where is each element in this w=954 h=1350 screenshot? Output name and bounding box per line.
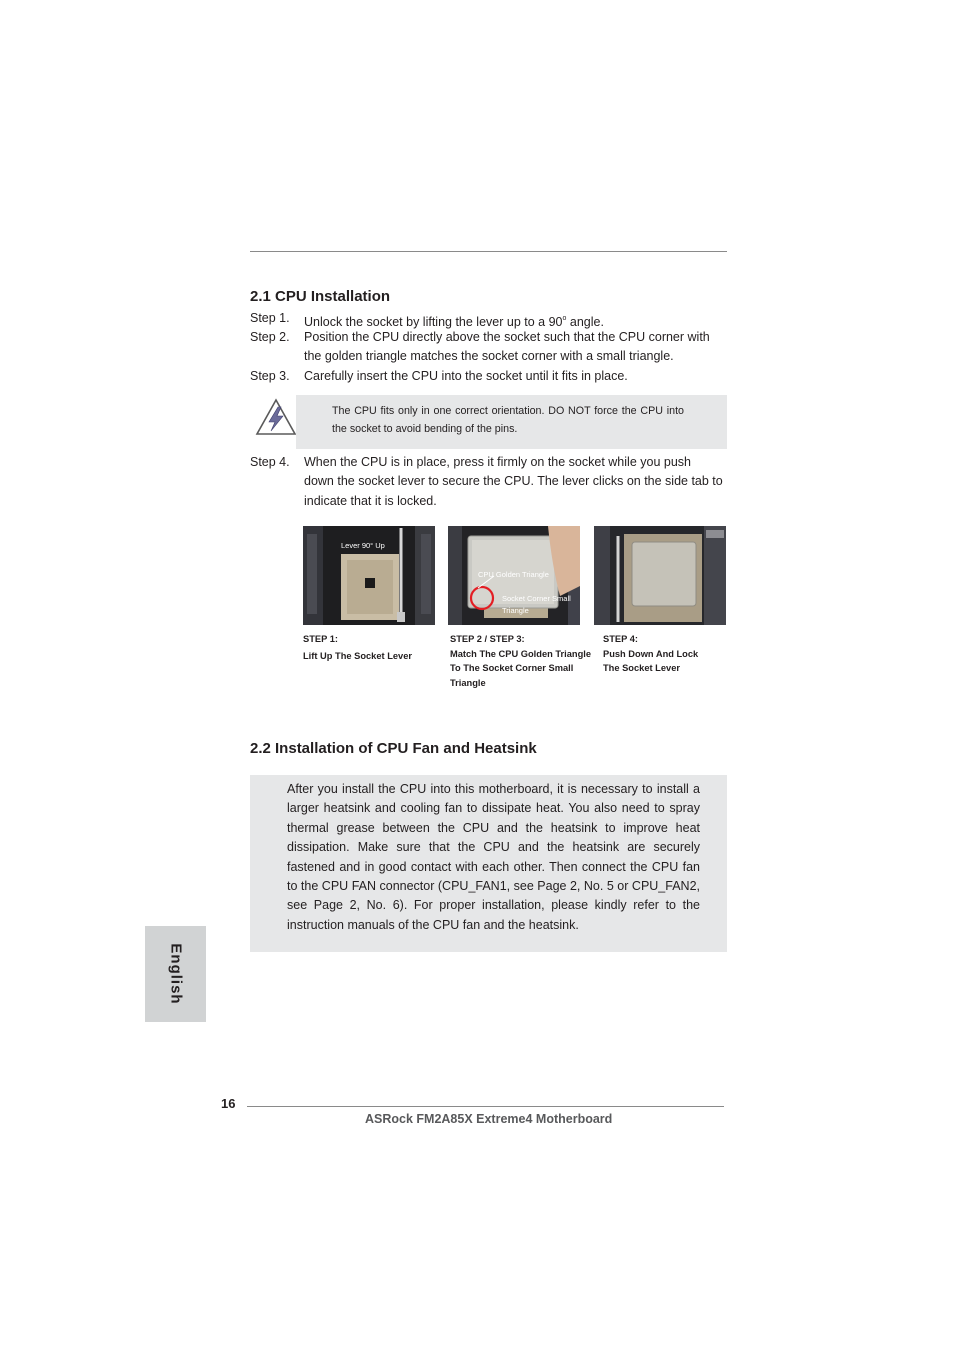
photo-socket-lever-up	[303, 526, 435, 625]
step-text: Carefully insert the CPU into the socket until it fits in place.	[304, 369, 628, 383]
photo-cpu-alignment	[448, 526, 580, 625]
step-label: Step 3.	[250, 369, 290, 383]
step-text: Unlock the socket by lifting the lever up to a 90$^o$ angle.	[304, 315, 604, 329]
caution-note-text: The CPU fits only in one correct orientation. DO NOT force the CPU into the socket to avoid bending of the pins.	[332, 405, 684, 435]
header-rule	[250, 251, 727, 252]
footer-rule	[247, 1106, 724, 1107]
step-text: Position the CPU directly above the socket such that the CPU corner with the golden triangle matches the socket corner with a small triangle.	[304, 330, 710, 364]
warning-lightning-icon	[255, 397, 297, 437]
section-title-fan-heatsink: 2.2 Installation of CPU Fan and Heatsink	[250, 740, 537, 757]
photo-caption-step-1	[303, 632, 443, 663]
language-tab-label: English	[167, 943, 185, 1005]
fan-heatsink-text: After you install the CPU into this motherboard, it is necessary to install a larger heatsink and cooling fan to dissipate heat. You also need to spray thermal grease between the CPU and the heatsink to improve heat dissipation. Make sure that the CPU and the heatsink are securely fastened and in good contact with each other. Then connect the CPU fan to the CPU FAN connector (CPU_FAN1, see Page 2, No. 5 or CPU_FAN2, see Page 2, No. 6). For proper installation, please kindly refer to the instruction manuals of the CPU fan and the heatsink.	[287, 782, 700, 932]
photo-label: Socket Corner Small	[502, 594, 571, 603]
photo-label: Triangle	[502, 606, 529, 615]
caption-title: STEP 1:	[303, 634, 338, 644]
step-4	[250, 453, 730, 513]
photo-label: CPU Golden Triangle	[478, 570, 549, 579]
photo-cpu-locked	[594, 526, 726, 625]
step-3	[250, 367, 730, 387]
degree-mark: o	[562, 315, 567, 322]
photo-caption-step-2-3	[450, 632, 600, 690]
step-2	[250, 328, 730, 368]
caption-text: Push Down And Lock The Socket Lever	[603, 648, 699, 674]
photo-caption-step-4	[603, 632, 713, 676]
step-label: Step 4.	[250, 455, 290, 469]
step-text: When the CPU is in place, press it firmly on the socket while you push down the socket lever to secure the CPU. The lever clicks on the side tab to indicate that it is locked.	[304, 455, 723, 508]
caption-title: STEP 4:	[603, 634, 638, 644]
step-label: Step 1.	[250, 311, 290, 325]
page-number: 16	[221, 1096, 236, 1111]
section-title-cpu-installation: 2.1 CPU Installation	[250, 288, 391, 305]
step-label: Step 2.	[250, 330, 290, 344]
caption-title: STEP 2 / STEP 3:	[450, 634, 525, 644]
step-1	[250, 309, 730, 329]
caption-text: Match The CPU Golden Triangle To The Socket Corner Small Triangle	[450, 648, 592, 688]
caption-text: Lift Up The Socket Lever	[303, 650, 413, 661]
footer-product-name: ASRock FM2A85X Extreme4 Motherboard	[365, 1112, 613, 1126]
photo-label: Lever 90° Up	[341, 541, 385, 550]
